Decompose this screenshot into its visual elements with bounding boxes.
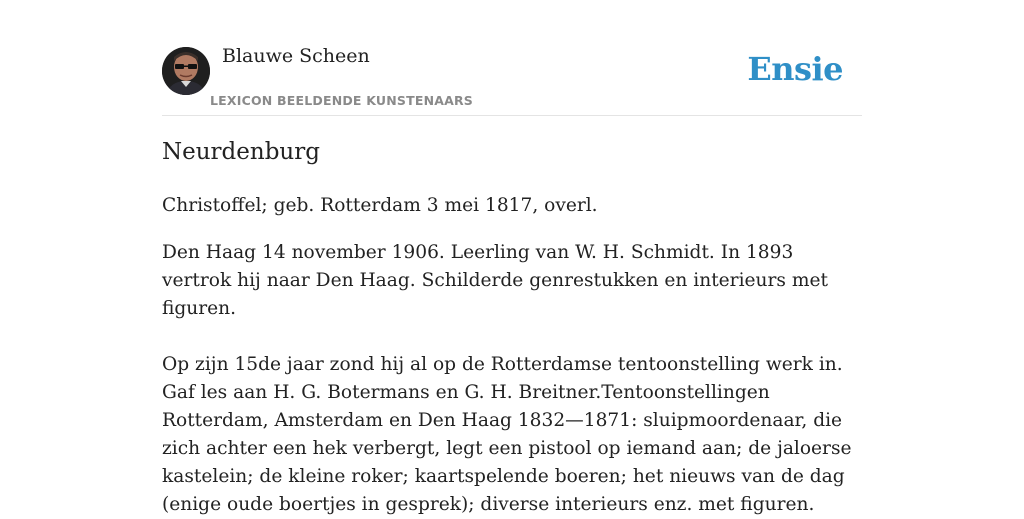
author-name[interactable]: Blauwe Scheen [222, 45, 370, 67]
avatar[interactable] [162, 47, 210, 95]
paragraph-details: Op zijn 15de jaar zond hij al op de Rotterdamse tentoonstelling werk in. Gaf les aan H. G. Botermans en G. H. Breitner.Tentoonstellingen Rotterdam, Amsterdam en Den Haag 1832—1871: sluipmoordenaar, die zich achter een hek verbergt, legt een pistool op iemand aan; de jaloerse kastelein; de kleine roker; kaartspelende boeren; het nieuws van de dag (enige oude boertjes in gesprek); diverse interieurs enz. met figuren. [162, 354, 852, 515]
article-body [162, 192, 862, 519]
paragraph-intro: Christoffel; geb. Rotterdam 3 mei 1817, overl. [162, 195, 598, 216]
collection-label[interactable]: LEXICON BEELDENDE KUNSTENAARS [210, 93, 474, 108]
author-photo [162, 47, 210, 95]
page-title: Neurdenburg [162, 139, 320, 165]
article-header [162, 0, 862, 116]
ensie-logo[interactable]: Ensie [747, 50, 843, 88]
paragraph-summary: Den Haag 14 november 1906. Leerling van W. H. Schmidt. In 1893 vertrok hij naar Den Haag. Schilderde genrestukken en interieurs met figuren. [162, 242, 828, 319]
article-card [162, 0, 862, 515]
